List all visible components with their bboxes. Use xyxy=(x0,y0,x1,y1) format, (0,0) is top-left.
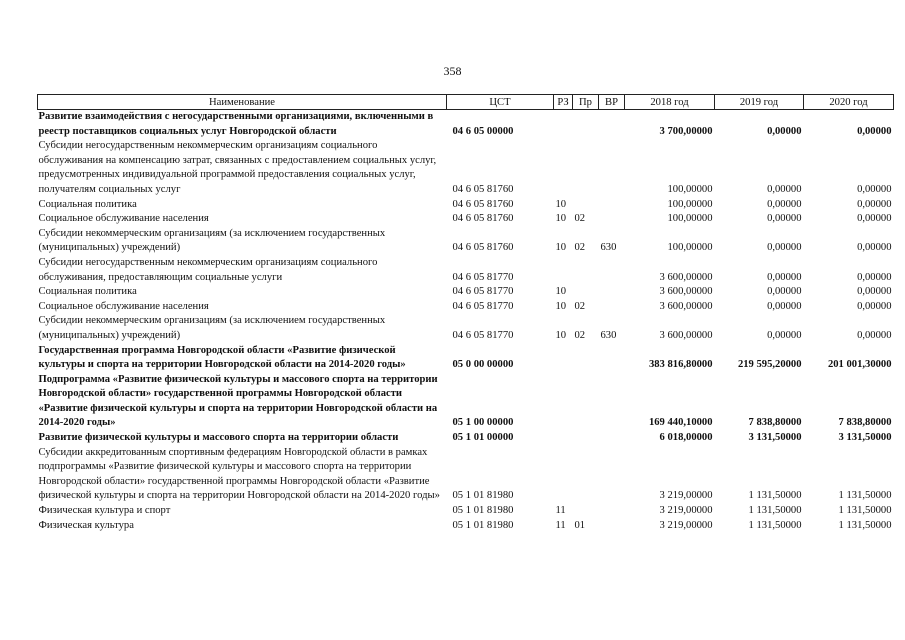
row-2020: 1 131,50000 xyxy=(838,505,892,517)
row-name: Развитие физической культуры и массового спорта на территории области xyxy=(38,432,399,444)
row-rz xyxy=(554,446,573,504)
table-row xyxy=(38,431,894,446)
header-2020: 2020 год xyxy=(804,95,894,110)
row-2019: 0,00000 xyxy=(767,271,802,283)
row-vr xyxy=(599,373,625,431)
row-rz xyxy=(554,344,573,373)
row-2019: 0,00000 xyxy=(767,213,802,225)
row-name: Субсидии негосударственным некоммерческим организациям социального обслуживания на компенсацию затрат, связанных с предоставлением социальных услуг, предусмотренных индивидуальной программой предоставления социальных услуг, получателям социальных услуг xyxy=(38,140,437,195)
row-2019: 0,00000 xyxy=(767,198,802,210)
row-2020: 0,00000 xyxy=(857,242,892,254)
row-2019: 0,00000 xyxy=(767,329,802,341)
row-vr xyxy=(599,300,625,315)
row-rz: 11 xyxy=(555,519,566,531)
row-2019: 0,00000 xyxy=(767,300,802,312)
row-pr xyxy=(573,446,599,504)
row-cst: 04 6 05 81770 xyxy=(452,271,514,283)
row-vr xyxy=(599,212,625,227)
row-2020: 0,00000 xyxy=(857,300,892,312)
row-pr xyxy=(573,431,599,446)
table-row xyxy=(38,285,894,300)
row-name: Подпрограмма «Развитие физической культуры и массового спорта на территории Новгородской области» государственной программы Новгородской области «Развитие физической культуры и спорта на территории Новгородской области на 2014-2020 годы» xyxy=(38,373,438,429)
row-pr: 02 xyxy=(574,242,586,254)
row-rz xyxy=(554,139,573,197)
header-vr: ВР xyxy=(599,95,625,110)
row-2020: 1 131,50000 xyxy=(838,490,892,502)
row-2019: 1 131,50000 xyxy=(748,490,802,502)
row-2018: 3 600,00000 xyxy=(659,300,713,312)
row-cst: 05 0 00 00000 xyxy=(452,359,514,371)
row-cst: 04 6 05 81760 xyxy=(452,183,514,195)
row-2020: 0,00000 xyxy=(857,329,892,341)
row-2018: 100,00000 xyxy=(667,183,713,195)
row-2019: 3 131,50000 xyxy=(748,432,802,444)
row-rz: 10 xyxy=(555,198,567,210)
row-rz xyxy=(554,431,573,446)
row-name: Физическая культура и спорт xyxy=(38,505,171,517)
row-2018: 100,00000 xyxy=(667,242,713,254)
table-row xyxy=(38,504,894,519)
row-cst: 05 1 01 00000 xyxy=(452,432,514,444)
row-vr xyxy=(599,198,625,213)
row-cst: 04 6 05 81760 xyxy=(452,213,514,225)
row-vr xyxy=(599,110,625,140)
table-row xyxy=(38,314,894,343)
row-vr xyxy=(599,446,625,504)
header-cst: ЦСТ xyxy=(447,95,554,110)
row-vr: 630 xyxy=(600,242,617,254)
row-2020: 0,00000 xyxy=(857,183,892,195)
row-cst: 04 6 05 81770 xyxy=(452,286,514,298)
row-rz: 10 xyxy=(555,242,567,254)
row-2019: 219 595,20000 xyxy=(737,359,802,371)
row-vr: 630 xyxy=(600,329,617,341)
table-row xyxy=(38,256,894,285)
row-pr: 02 xyxy=(574,300,586,312)
row-rz xyxy=(554,110,573,140)
table-row xyxy=(38,300,894,315)
row-name: Физическая культура xyxy=(38,519,134,531)
header-pr: Пр xyxy=(573,95,599,110)
row-name: Социальное обслуживание населения xyxy=(38,300,209,312)
row-name: Социальная политика xyxy=(38,286,137,298)
row-2018: 383 816,80000 xyxy=(648,359,713,371)
row-2018: 3 600,00000 xyxy=(659,271,713,283)
row-2018: 3 219,00000 xyxy=(659,505,713,517)
budget-table xyxy=(37,94,894,533)
row-pr xyxy=(573,256,599,285)
header-2018: 2018 год xyxy=(625,95,715,110)
row-2020: 201 001,30000 xyxy=(827,359,892,371)
row-2018: 3 600,00000 xyxy=(659,286,713,298)
row-cst: 04 6 05 81770 xyxy=(452,300,514,312)
row-pr xyxy=(573,285,599,300)
row-2019: 1 131,50000 xyxy=(748,505,802,517)
row-2020: 7 838,80000 xyxy=(838,417,892,429)
row-2020: 0,00000 xyxy=(857,271,892,283)
row-name: Социальное обслуживание населения xyxy=(38,213,209,225)
table-row xyxy=(38,373,894,431)
row-cst: 05 1 01 81980 xyxy=(452,505,514,517)
row-2019: 0,00000 xyxy=(767,183,802,195)
row-cst: 04 6 05 81760 xyxy=(452,242,514,254)
row-2020: 0,00000 xyxy=(857,198,892,210)
row-2020: 3 131,50000 xyxy=(838,432,892,444)
row-name: Государственная программа Новгородской области «Развитие физической культуры и спорта на территории Новгородской области на 2014-2020 годы» xyxy=(38,344,406,371)
row-name: Субсидии аккредитованным спортивным федерациям Новгородской области в рамках подпрограммы «Развитие физической культуры и массового спорта на территории Новгородской области» государственной программы Новгородской области «Развитие физической культуры и спорта на территории Новгородской области на 2014-2020 годы» xyxy=(38,446,440,502)
row-2018: 3 219,00000 xyxy=(659,490,713,502)
row-2018: 169 440,10000 xyxy=(648,417,713,429)
row-2019: 0,00000 xyxy=(767,286,802,298)
row-vr xyxy=(599,504,625,519)
row-cst: 05 1 00 00000 xyxy=(452,417,514,429)
table-row xyxy=(38,227,894,256)
table-header-row xyxy=(38,95,894,110)
row-pr xyxy=(573,139,599,197)
row-2020: 0,00000 xyxy=(857,125,892,137)
row-2018: 3 219,00000 xyxy=(659,519,713,531)
row-name: Субсидии некоммерческим организациям (за исключением государственных (муниципальных) учреждений) xyxy=(38,315,386,341)
row-name: Развитие взаимодействия с негосударственными организациями, включенными в реестр поставщиков социальных услуг Новгородской области xyxy=(38,111,434,137)
row-name: Субсидии негосударственным некоммерческим организациям социального обслуживания, предоставляющим социальные услуги xyxy=(38,256,378,283)
row-pr xyxy=(573,110,599,140)
row-vr xyxy=(599,519,625,534)
row-cst: 04 6 05 81760 xyxy=(452,198,514,210)
row-rz xyxy=(554,256,573,285)
header-name: Наименование xyxy=(38,95,447,110)
row-cst: 04 6 05 00000 xyxy=(452,125,514,137)
table-row xyxy=(38,198,894,213)
header-2019: 2019 год xyxy=(715,95,804,110)
table-row xyxy=(38,110,894,140)
row-pr xyxy=(573,373,599,431)
row-rz xyxy=(554,373,573,431)
row-2019: 1 131,50000 xyxy=(748,519,802,531)
row-cst: 05 1 01 81980 xyxy=(452,519,514,531)
row-vr xyxy=(599,256,625,285)
row-rz: 11 xyxy=(555,505,566,517)
row-vr xyxy=(599,431,625,446)
row-vr xyxy=(599,285,625,300)
row-pr xyxy=(573,198,599,213)
table-row xyxy=(38,519,894,534)
row-pr: 01 xyxy=(574,519,586,531)
row-pr: 02 xyxy=(574,329,586,341)
header-rz: РЗ xyxy=(554,95,573,110)
row-2018: 6 018,00000 xyxy=(659,432,713,444)
row-2020: 0,00000 xyxy=(857,213,892,225)
row-rz: 10 xyxy=(555,213,567,225)
table-row xyxy=(38,212,894,227)
row-2018: 100,00000 xyxy=(667,198,713,210)
row-pr xyxy=(573,504,599,519)
table-row xyxy=(38,344,894,373)
row-pr xyxy=(573,344,599,373)
table-row xyxy=(38,446,894,504)
row-2018: 100,00000 xyxy=(667,213,713,225)
row-rz: 10 xyxy=(555,329,567,341)
row-2019: 0,00000 xyxy=(767,125,802,137)
row-pr: 02 xyxy=(574,213,586,225)
row-2018: 3 700,00000 xyxy=(659,125,713,137)
row-rz: 10 xyxy=(555,300,567,312)
row-2020: 0,00000 xyxy=(857,286,892,298)
row-rz: 10 xyxy=(555,286,567,298)
row-2019: 7 838,80000 xyxy=(748,417,802,429)
row-2018: 3 600,00000 xyxy=(659,329,713,341)
page-number: 358 xyxy=(443,64,462,78)
row-name: Субсидии некоммерческим организациям (за исключением государственных (муниципальных) учреждений) xyxy=(38,227,386,254)
row-vr xyxy=(599,139,625,197)
row-name: Социальная политика xyxy=(38,198,137,210)
row-vr xyxy=(599,344,625,373)
row-2020: 1 131,50000 xyxy=(838,519,892,531)
row-2019: 0,00000 xyxy=(767,242,802,254)
table-row xyxy=(38,139,894,197)
row-cst: 05 1 01 81980 xyxy=(452,490,514,502)
row-cst: 04 6 05 81770 xyxy=(452,329,514,341)
